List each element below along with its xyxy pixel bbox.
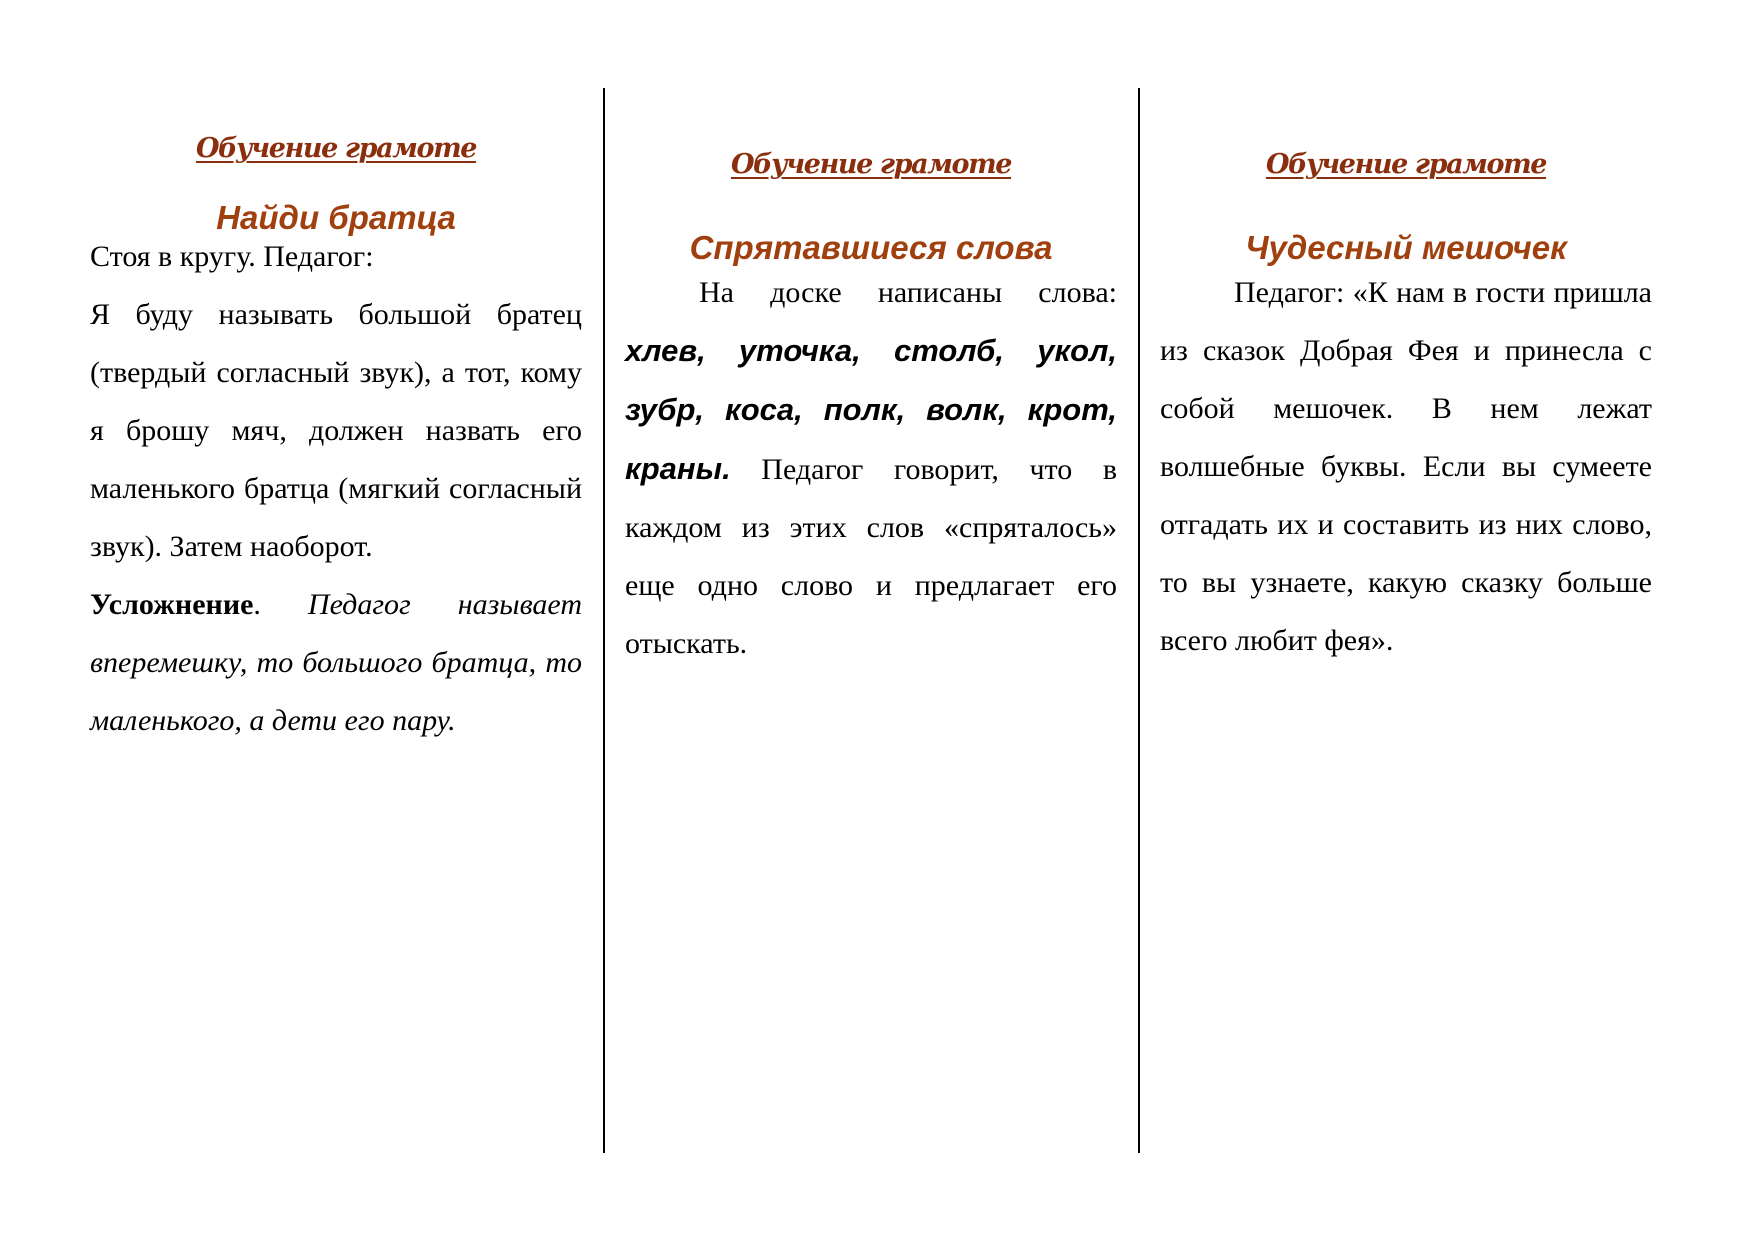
column-3-title: Чудесный мешочек [1245,229,1567,266]
complication-label: Усложнение [90,588,254,621]
column-2-body [625,264,1117,673]
column-1 [90,132,582,750]
column-1-body: Я буду называть большой братец (твердый согласный звук), а тот, кому я брошу мяч, должен назвать его маленького братца (мягкий согласный звук). Затем наоборот. [90,298,582,563]
column-2-subject: Обучение грамоте [730,149,1012,180]
complication-text: Педагог называет вперемешку, то большого братца, то маленького, а дети его пару. [90,588,583,737]
column-1-title: Найди братца [216,199,456,236]
column-2 [625,148,1117,673]
column-2-text: Педагог говорит, что в каждом из этих слов «спряталось» еще одно слово и предлагает его отыскать. [625,453,1117,660]
hidden-words-list: хлев, уточка, столб, укол, зубр, коса, полк, волк, крот, краны. [625,333,1117,486]
complication-separator: . [253,588,308,621]
column-3-subject: Обучение грамоте [1265,149,1547,180]
column-divider-2 [1138,88,1140,1153]
column-1-intro: Стоя в кругу. Педагог: [90,240,374,273]
column-divider-1 [603,88,605,1153]
column-2-title: Спрятавшиеся слова [689,229,1053,266]
column-2-intro: На доске написаны слова: [699,276,1117,309]
column-3 [1160,148,1652,670]
column-3-body: Педагог: «К нам в гости пришла из сказок Добрая Фея и принесла с собой мешочек. В нем лежат волшебные буквы. Если вы сумеете отгадать их и составить из них слово, то вы узнаете, какую сказку больше всего любит фея». [1160,276,1652,657]
column-1-complication [90,576,582,750]
column-1-subject: Обучение грамоте [195,133,477,164]
